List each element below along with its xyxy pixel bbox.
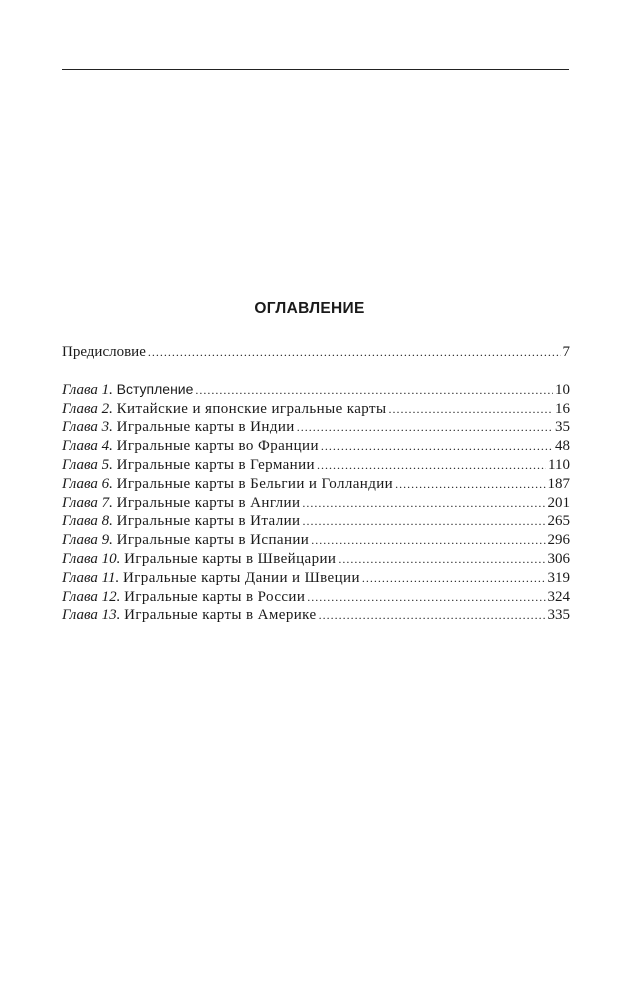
toc-entry-chapter-5[interactable] [62, 456, 570, 475]
dot-leader [321, 437, 553, 456]
toc-entry-chapter-2[interactable] [62, 400, 570, 419]
page-number: 187 [547, 475, 570, 492]
dot-leader [395, 475, 545, 494]
header-rule [62, 69, 569, 70]
chapter-title: Игральные карты в Индии [116, 419, 295, 436]
chapter-title: Игральные карты Дании и Швеции [123, 569, 360, 586]
dot-leader [302, 512, 545, 531]
chapter-title: Китайские и японские игральные карты [116, 400, 387, 417]
page-number: 201 [547, 494, 570, 511]
page-number: 306 [547, 550, 570, 567]
page-number: 48 [555, 438, 570, 455]
chapter-label: Глава 7. [62, 494, 113, 511]
chapter-label: Глава 1. [62, 381, 113, 398]
page-number: 35 [555, 419, 570, 436]
chapter-title: Игральные карты в Италии [116, 513, 301, 530]
dot-leader [362, 569, 546, 588]
toc-entry-chapter-1[interactable] [62, 380, 570, 400]
page-number: 265 [547, 513, 570, 530]
toc-heading: ОГЛАВЛЕНИЕ [254, 300, 365, 317]
dot-leader [148, 343, 561, 362]
dot-leader [311, 531, 545, 550]
toc-entry-chapter-3[interactable] [62, 418, 570, 437]
dot-leader [388, 400, 553, 419]
toc-entry-preface[interactable] [62, 343, 570, 362]
chapter-label: Глава 3. [62, 419, 113, 436]
chapter-title: Игральные карты в России [124, 588, 306, 605]
page-number: 319 [547, 569, 570, 586]
chapter-title: Игральные карты во Франции [116, 438, 319, 455]
chapter-title: Вступление [116, 380, 194, 397]
table-of-contents [62, 343, 570, 625]
dot-leader [297, 418, 553, 437]
chapter-label: Глава 12. [62, 588, 121, 605]
chapter-title: Игральные карты в Бельгии и Голландии [116, 475, 394, 492]
dot-leader [338, 550, 545, 569]
dot-leader [307, 588, 545, 607]
preface-title: Предисловие [62, 344, 146, 360]
chapter-label: Глава 10. [62, 550, 121, 567]
dot-leader [319, 606, 546, 625]
dot-leader [317, 456, 546, 475]
toc-entry-chapter-13[interactable] [62, 606, 570, 625]
chapter-title: Игральные карты в Швейцарии [124, 550, 337, 567]
page-number: 10 [555, 381, 570, 398]
page-number: 7 [562, 344, 570, 360]
page-number: 110 [548, 456, 570, 473]
toc-entry-chapter-8[interactable] [62, 512, 570, 531]
toc-entry-chapter-6[interactable] [62, 475, 570, 494]
page-number: 296 [547, 532, 570, 549]
chapter-label: Глава 4. [62, 438, 113, 455]
chapter-label: Глава 9. [62, 532, 113, 549]
dot-leader [302, 494, 545, 513]
chapter-label: Глава 5. [62, 456, 113, 473]
toc-entry-chapter-11[interactable] [62, 569, 570, 588]
toc-entry-chapter-4[interactable] [62, 437, 570, 456]
chapter-label: Глава 13. [62, 607, 121, 624]
chapter-title: Игральные карты в Америке [124, 607, 317, 624]
toc-entry-chapter-9[interactable] [62, 531, 570, 550]
chapter-title: Игральные карты в Испании [116, 532, 310, 549]
toc-entry-chapter-12[interactable] [62, 588, 570, 607]
page-number: 335 [547, 607, 570, 624]
chapter-label: Глава 6. [62, 475, 113, 492]
toc-entry-chapter-7[interactable] [62, 494, 570, 513]
page-number: 16 [555, 400, 570, 417]
chapter-label: Глава 11. [62, 569, 120, 586]
chapter-label: Глава 8. [62, 513, 113, 530]
toc-entry-chapter-10[interactable] [62, 550, 570, 569]
chapter-title: Игральные карты в Германии [116, 456, 315, 473]
chapter-title: Игральные карты в Англии [116, 494, 301, 511]
chapter-label: Глава 2. [62, 400, 113, 417]
page-number: 324 [547, 588, 570, 605]
dot-leader [195, 381, 553, 400]
